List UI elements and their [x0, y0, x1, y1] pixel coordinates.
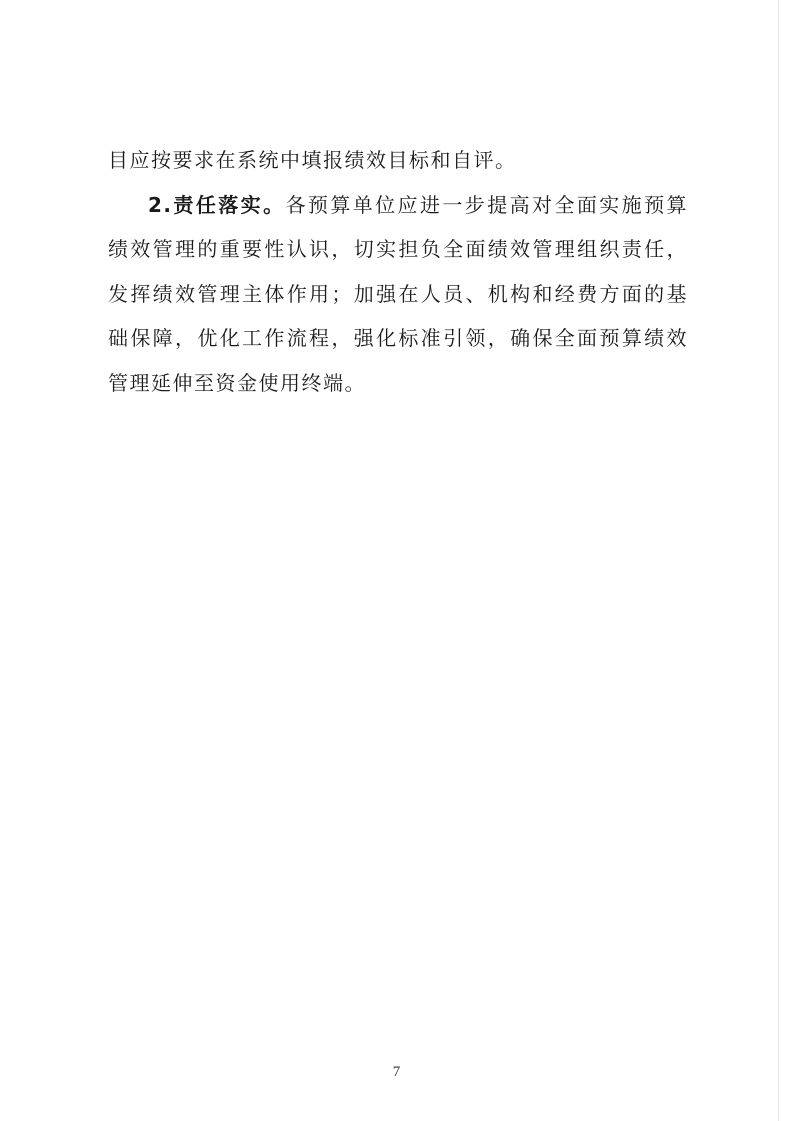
section-lead-heading: 2.责任落实。 — [148, 192, 286, 217]
continued-paragraph: 目应按要求在系统中填报绩效目标和自评。 — [108, 148, 517, 172]
section-body-text: 各预算单位应进一步提高对全面实施预算绩效管理的重要性认识，切实担负全面绩效管理组织责任，发挥绩效管理主体作用；加强在人员、机构和经费方面的基础保障，优化工作流程，强化标准引领，确保全面预算绩效管理延伸至资金使用终端。 — [108, 192, 689, 395]
document-body — [108, 138, 688, 405]
responsibility-paragraph — [108, 183, 688, 406]
scan-edge-line — [778, 0, 779, 1121]
page-number: 7 — [392, 1064, 401, 1080]
